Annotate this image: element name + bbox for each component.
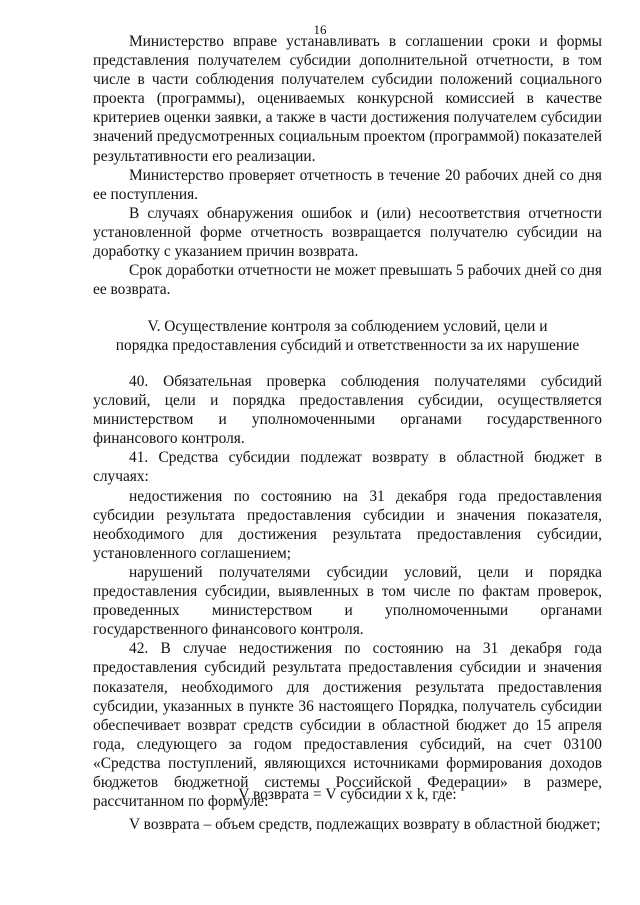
- paragraph-reporting-deadline: Срок доработки отчетности не может превышать 5 рабочих дней со дня ее возврата.: [93, 262, 602, 299]
- paragraph-41-case-1: недостижения по состоянию на 31 декабря года предоставления субсидии результата предоставления субсидии и значения показателя, необходимого для достижения результата предоставления субсидии, установленного соглашением;: [93, 487, 602, 562]
- paragraph-reporting-errors: В случаях обнаружения ошибок и (или) несоответствия отчетности установленной форме отчетность возвращается получателю субсидии на доработку с указанием причин возврата.: [93, 204, 602, 261]
- bottom-paragraphs: [93, 815, 602, 834]
- top-paragraphs: [93, 32, 602, 299]
- section-heading: [93, 317, 602, 355]
- paragraph-42: 42. В случае недостижения по состоянию на 31 декабря года предоставления субсидий результата предоставления субсидии и значения показателя, необходимого для достижения результата предоставления субсидии, указанных в пункте 36 настоящего Порядка, получатель субсидии обеспечивает возврат средств субсидии в областной бюджет до 15 апреля года, следующего за годом предоставления субсидий, на счет 03100 «Средства поступлений, являющихся источниками формирования доходов бюджетов бюджетной системы Российской Федерации» в размере, рассчитанном по формуле:: [93, 640, 602, 811]
- section-heading-line-1: V. Осуществление контроля за соблюдением условий, цели и: [147, 318, 548, 335]
- page-number: 16: [313, 22, 327, 37]
- paragraph-reporting-check: Министерство проверяет отчетность в течение 20 рабочих дней со дня ее поступления.: [93, 166, 602, 203]
- section-heading-line-2: порядка предоставления субсидий и ответственности за их нарушение: [115, 337, 580, 355]
- refund-formula: V возврата = V субсидии х k, где:: [238, 786, 457, 803]
- paragraph-formula-definition: V возврата – объем средств, подлежащих возврату в областной бюджет;: [129, 816, 601, 833]
- paragraph-41-case-2: нарушений получателями субсидии условий, цели и порядка предоставления субсидии, выявленных в том числе по фактам проверок, проведенных министерством и уполномоченными органами государственного финансового контроля.: [93, 563, 602, 639]
- paragraph-40: 40. Обязательная проверка соблюдения получателями субсидий условий, цели и порядка предоставления субсидии, осуществляется министерством и уполномоченными органами государственного финансового контроля.: [93, 373, 602, 448]
- paragraph-reporting-rights: Министерство вправе устанавливать в соглашении сроки и формы представления получателем субсидии дополнительной отчетности, в том числе в части соблюдения получателем субсидии положений социального проекта (программы), оцениваемых конкурсной комиссией в качестве критериев оценки заявки, а также в части достижения получателем субсидии значений предусмотренных социальным проектом (программой) показателей результативности его реализации.: [93, 33, 602, 165]
- middle-paragraphs: [93, 372, 602, 811]
- paragraph-41: 41. Средства субсидии подлежат возврату в областной бюджет в случаях:: [93, 449, 602, 486]
